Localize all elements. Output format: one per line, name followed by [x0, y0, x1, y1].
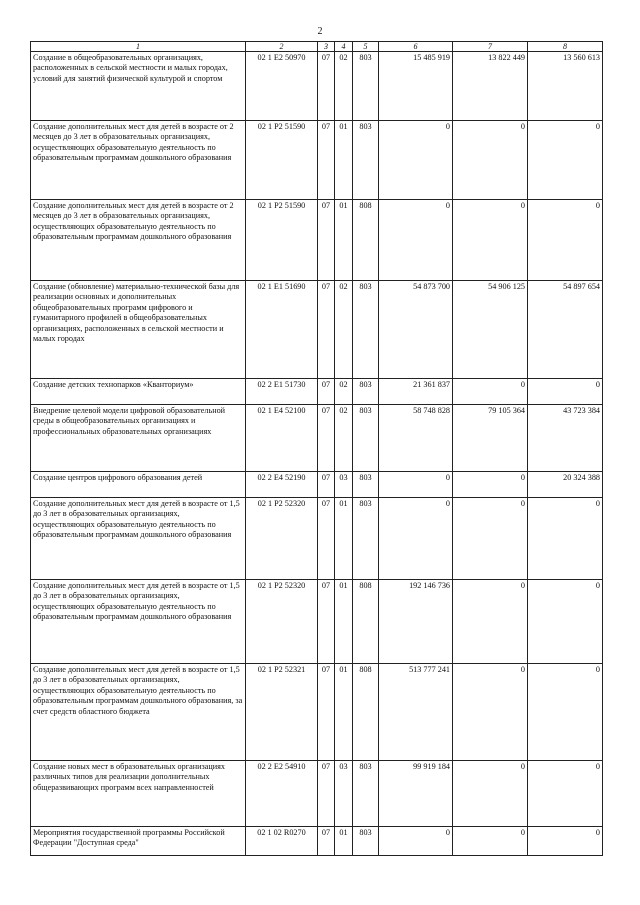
expense-type-code: 803	[353, 827, 379, 856]
amount-col6: 58 748 828	[379, 405, 453, 472]
subsection-code: 01	[335, 498, 353, 580]
amount-col7: 0	[453, 498, 528, 580]
subsection-code: 03	[335, 761, 353, 827]
subsection-code: 01	[335, 664, 353, 761]
amount-col6: 0	[379, 827, 453, 856]
expense-type-code: 803	[353, 472, 379, 498]
table-row	[31, 498, 603, 580]
table-row	[31, 580, 603, 664]
row-name: Создание дополнительных мест для детей в возрасте от 1,5 до 3 лет в образовательных организациях, осуществляющих образовательную деятельность по образовательным программам дошкольного образования	[31, 580, 246, 664]
table-row	[31, 664, 603, 761]
section-code: 07	[318, 405, 335, 472]
subsection-code: 02	[335, 281, 353, 379]
target-code: 02 1 P2 52321	[246, 664, 318, 761]
amount-col6: 0	[379, 200, 453, 281]
amount-col8: 0	[528, 827, 603, 856]
amount-col7: 0	[453, 472, 528, 498]
target-code: 02 1 P2 52320	[246, 498, 318, 580]
target-code: 02 1 P2 52320	[246, 580, 318, 664]
amount-col8: 0	[528, 121, 603, 200]
expense-type-code: 803	[353, 498, 379, 580]
table-row	[31, 472, 603, 498]
amount-col7: 0	[453, 379, 528, 405]
expense-type-code: 803	[353, 52, 379, 121]
column-number: 4	[335, 42, 353, 52]
amount-col6: 0	[379, 121, 453, 200]
expense-type-code: 803	[353, 405, 379, 472]
section-code: 07	[318, 281, 335, 379]
subsection-code: 01	[335, 121, 353, 200]
subsection-code: 01	[335, 200, 353, 281]
column-number: 8	[528, 42, 603, 52]
amount-col7: 54 906 125	[453, 281, 528, 379]
row-name: Создание детских технопарков «Кванториум»	[31, 379, 246, 405]
column-number-row	[31, 42, 603, 52]
row-name: Создание дополнительных мест для детей в возрасте от 1,5 до 3 лет в образовательных организациях, осуществляющих образовательную деятельность по образовательным программам дошкольного образования, за счет средств областного бюджета	[31, 664, 246, 761]
amount-col7: 0	[453, 580, 528, 664]
amount-col7: 0	[453, 200, 528, 281]
amount-col6: 0	[379, 472, 453, 498]
column-number: 6	[379, 42, 453, 52]
amount-col7: 0	[453, 664, 528, 761]
row-name: Создание дополнительных мест для детей в возрасте от 2 месяцев до 3 лет в образовательных организациях, осуществляющих образовательную деятельность по образовательным программам дошкольного образования	[31, 200, 246, 281]
expense-type-code: 803	[353, 379, 379, 405]
table-row	[31, 827, 603, 856]
column-number: 5	[353, 42, 379, 52]
column-number: 1	[31, 42, 246, 52]
table-row	[31, 761, 603, 827]
amount-col8: 54 897 654	[528, 281, 603, 379]
table-row	[31, 200, 603, 281]
section-code: 07	[318, 52, 335, 121]
amount-col6: 54 873 700	[379, 281, 453, 379]
row-name: Создание центров цифрового образования детей	[31, 472, 246, 498]
amount-col6: 21 361 837	[379, 379, 453, 405]
section-code: 07	[318, 121, 335, 200]
amount-col7: 0	[453, 121, 528, 200]
amount-col6: 99 919 184	[379, 761, 453, 827]
column-number: 2	[246, 42, 318, 52]
section-code: 07	[318, 200, 335, 281]
amount-col7: 79 105 364	[453, 405, 528, 472]
subsection-code: 03	[335, 472, 353, 498]
amount-col8: 20 324 388	[528, 472, 603, 498]
section-code: 07	[318, 498, 335, 580]
target-code: 02 1 E2 50970	[246, 52, 318, 121]
row-name: Внедрение целевой модели цифровой образовательной среды в общеобразовательных организациях и профессиональных образовательных организациях	[31, 405, 246, 472]
budget-table	[30, 41, 603, 856]
subsection-code: 02	[335, 379, 353, 405]
column-number: 3	[318, 42, 335, 52]
amount-col7: 13 822 449	[453, 52, 528, 121]
amount-col6: 0	[379, 498, 453, 580]
target-code: 02 1 P2 51590	[246, 200, 318, 281]
amount-col8: 0	[528, 379, 603, 405]
section-code: 07	[318, 580, 335, 664]
amount-col8: 0	[528, 580, 603, 664]
section-code: 07	[318, 761, 335, 827]
amount-col7: 0	[453, 761, 528, 827]
subsection-code: 01	[335, 827, 353, 856]
target-code: 02 2 E1 51730	[246, 379, 318, 405]
subsection-code: 02	[335, 405, 353, 472]
amount-col6: 15 485 919	[379, 52, 453, 121]
section-code: 07	[318, 664, 335, 761]
expense-type-code: 808	[353, 664, 379, 761]
row-name: Создание (обновление) материально-технической базы для реализации основных и дополнительных общеобразовательных программ цифрового и гуманитарного профилей в общеобразовательных организациях, расположенных в сельской местности и малых городах	[31, 281, 246, 379]
expense-type-code: 808	[353, 200, 379, 281]
target-code: 02 1 E1 51690	[246, 281, 318, 379]
table-row	[31, 52, 603, 121]
page-number: 2	[317, 26, 323, 37]
table-row	[31, 379, 603, 405]
amount-col6: 192 146 736	[379, 580, 453, 664]
row-name: Создание в общеобразовательных организациях, расположенных в сельской местности и малых городах, условий для занятий физической культурой и спортом	[31, 52, 246, 121]
amount-col6: 513 777 241	[379, 664, 453, 761]
target-code: 02 1 P2 51590	[246, 121, 318, 200]
column-number: 7	[453, 42, 528, 52]
target-code: 02 2 E4 52190	[246, 472, 318, 498]
section-code: 07	[318, 472, 335, 498]
expense-type-code: 803	[353, 761, 379, 827]
amount-col8: 0	[528, 761, 603, 827]
row-name: Мероприятия государственной программы Российской Федерации "Доступная среда"	[31, 827, 246, 856]
target-code: 02 1 E4 52100	[246, 405, 318, 472]
row-name: Создание дополнительных мест для детей в возрасте от 1,5 до 3 лет в образовательных организациях, осуществляющих образовательную деятельность по образовательным программам дошкольного образования	[31, 498, 246, 580]
row-name: Создание дополнительных мест для детей в возрасте от 2 месяцев до 3 лет в образовательных организациях, осуществляющих образовательную деятельность по образовательным программам дошкольного образования	[31, 121, 246, 200]
section-code: 07	[318, 827, 335, 856]
target-code: 02 1 02 R0270	[246, 827, 318, 856]
amount-col7: 0	[453, 827, 528, 856]
table-row	[31, 121, 603, 200]
section-code: 07	[318, 379, 335, 405]
expense-type-code: 803	[353, 121, 379, 200]
amount-col8: 0	[528, 664, 603, 761]
amount-col8: 13 560 613	[528, 52, 603, 121]
expense-type-code: 803	[353, 281, 379, 379]
subsection-code: 02	[335, 52, 353, 121]
subsection-code: 01	[335, 580, 353, 664]
table-row	[31, 281, 603, 379]
amount-col8: 0	[528, 498, 603, 580]
amount-col8: 43 723 384	[528, 405, 603, 472]
row-name: Создание новых мест в образовательных организациях различных типов для реализации дополнительных общеразвивающих программ всех направленностей	[31, 761, 246, 827]
expense-type-code: 808	[353, 580, 379, 664]
table-row	[31, 405, 603, 472]
amount-col8: 0	[528, 200, 603, 281]
target-code: 02 2 E2 54910	[246, 761, 318, 827]
